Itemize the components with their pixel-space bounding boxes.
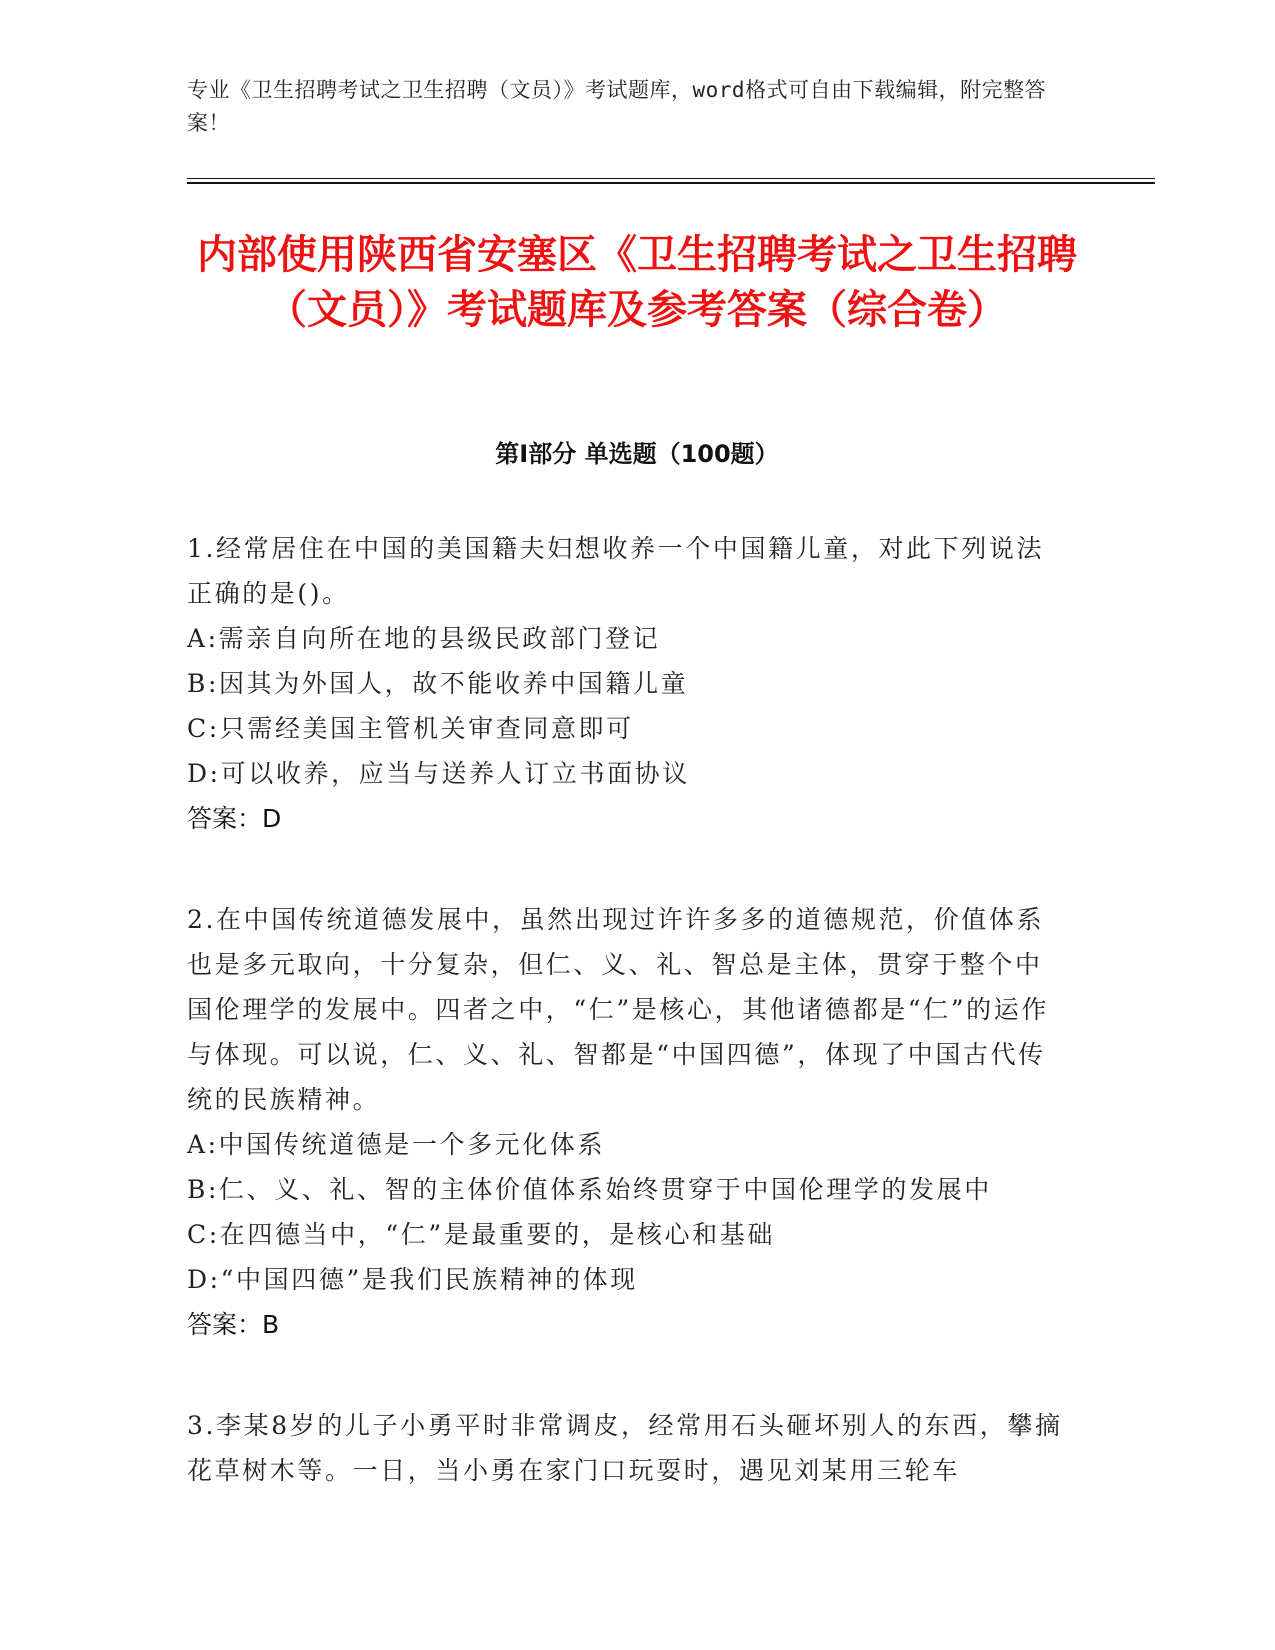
option-b: B:仁、义、礼、智的主体价值体系始终贯穿于中国伦理学的发展中: [187, 1175, 992, 1204]
header-note: 专业《卫生招聘考试之卫生招聘（文员）》考试题库，word格式可自由下载编辑，附完整答案！: [187, 78, 1047, 135]
answer-line: 答案：B: [187, 1310, 280, 1339]
question-stem: 1.经常居住在中国的美国籍夫妇想收养一个中国籍儿童，对此下列说法正确的是()。: [187, 534, 1045, 608]
option-d: D:“中国四德”是我们民族精神的体现: [187, 1265, 638, 1294]
answer-line: 答案：D: [187, 804, 282, 833]
header-divider-thick: [187, 182, 1155, 184]
question-stem: 3.李某8岁的儿子小勇平时非常调皮，经常用石头砸坏别人的东西，攀摘花草树木等。一日，当小勇在家门口玩耍时，遇见刘某用三轮车: [187, 1411, 1063, 1485]
option-c: C:在四德当中，“仁”是最重要的，是核心和基础: [187, 1220, 775, 1249]
question-stem: 2.在中国传统道德发展中，虽然出现过许许多多的道德规范，价值体系也是多元取向，十分复杂，但仁、义、礼、智总是主体，贯穿于整个中国伦理学的发展中。四者之中，“仁”是核心，其他诸德都是“仁”的运作与体现。可以说，仁、义、礼、智都是“中国四德”，体现了中国古代传统的民族精神。: [187, 905, 1049, 1114]
question-1: [187, 526, 1067, 841]
header-divider-thin: [187, 178, 1155, 179]
option-a: A:需亲自向所在地的县级民政部门登记: [187, 624, 661, 653]
question-list: [187, 526, 1067, 1549]
option-d: D:可以收养，应当与送养人订立书面协议: [187, 759, 690, 788]
question-2: [187, 897, 1067, 1347]
question-3: [187, 1403, 1067, 1493]
document-title: 内部使用陕西省安塞区《卫生招聘考试之卫生招聘（文员）》考试题库及参考答案（综合卷）: [197, 232, 1077, 333]
option-c: C:只需经美国主管机关审查同意即可: [187, 714, 634, 743]
section-title: 第Ⅰ部分 单选题（100题）: [495, 440, 779, 468]
option-a: A:中国传统道德是一个多元化体系: [187, 1130, 606, 1159]
option-b: B:因其为外国人，故不能收养中国籍儿童: [187, 669, 689, 698]
